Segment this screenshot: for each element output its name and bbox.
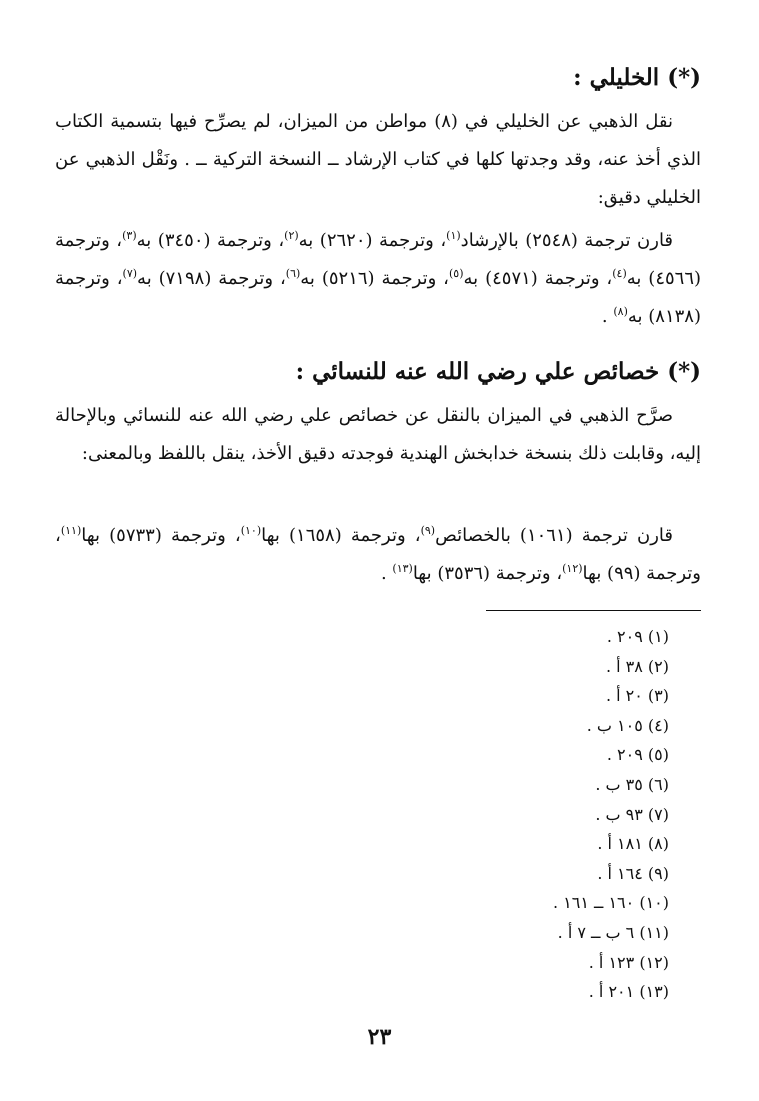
footnote-ref: (١٣)	[392, 562, 413, 575]
khalili-comparison-end: .	[601, 306, 614, 327]
footnote-ref: (٩)	[420, 524, 436, 537]
footnote-item: (٣) ٢٠ أ .	[605, 686, 669, 706]
footnote-separator	[486, 610, 701, 611]
footnote-item: (٢) ٣٨ أ .	[605, 656, 669, 676]
footnote-item: (٥) ٢٠٩ .	[606, 745, 669, 765]
khalili-ref-1: ، وترجمة (٢٦٢٠) به	[298, 230, 447, 251]
khalili-intro-paragraph	[55, 103, 701, 217]
nasai-comparison-text	[55, 517, 701, 593]
khalili-ref-5: ، وترجمة (٥٢١٦) به	[300, 268, 449, 289]
nasai-intro-paragraph	[55, 397, 701, 473]
footnote-ref: (١٢)	[562, 562, 583, 575]
nasai-comparison-paragraph	[55, 517, 701, 593]
footnote-ref: (٦)	[285, 267, 301, 280]
page-number: ٢٣	[367, 1024, 392, 1050]
footnote-item: (٨) ١٨١ أ .	[597, 834, 669, 854]
footnote-item: (١) ٢٠٩ .	[606, 627, 669, 646]
footnote-ref: (٣)	[122, 229, 137, 242]
footnote-ref: (٥)	[449, 267, 464, 280]
footnote-ref: (٧)	[122, 267, 138, 280]
footnote-item: (٤) ١٠٥ ب .	[586, 715, 669, 735]
nasai-ref-4: ، وترجمة (٣٥٣٦) بها	[412, 563, 563, 584]
footnote-item: (١٠) ١٦٠ ــ ١٦١ .	[552, 893, 669, 913]
khalili-ref-7: ، وترجمة (٨١٣٨) به	[55, 268, 701, 327]
footnote-item: (١١) ٦ ب ــ ٧ أ .	[557, 922, 669, 942]
khalili-comparison-text	[55, 222, 701, 336]
footnote-ref: (٢)	[284, 229, 299, 242]
section-heading-khalili: (*) الخليلي :	[573, 64, 701, 91]
khalili-ref-6: ، وترجمة (٧١٩٨) به	[137, 268, 286, 289]
nasai-ref-2: ، وترجمة (٥٧٣٣) بها	[81, 525, 241, 546]
footnote-item: (٦) ٣٥ ب .	[595, 774, 669, 794]
footnote-item: (٩) ١٦٤ أ .	[597, 863, 669, 883]
section-heading-nasai: (*) خصائص علي رضي الله عنه للنسائي :	[295, 358, 701, 385]
footnote-ref: (١١)	[60, 524, 82, 537]
nasai-comparison-lead: قارن ترجمة (١٠٦١) بالخصائص	[435, 525, 673, 546]
khalili-intro-text: نقل الذهبي عن الخليلي في (٨) مواطن من الميزان، لم يصرِّح فيها بتسمية الكتاب الذي أخذ عنه، وقد وجدتها كلها في كتاب الإرشاد ــ النسخة التركية ــ . ونَقْل الذهبي عن الخليلي دقيق:	[55, 111, 701, 208]
footnote-ref: (٨)	[613, 305, 628, 318]
footnote-item: (١٣) ٢٠١ أ .	[588, 982, 669, 1002]
footnote-ref: (١٠)	[240, 524, 262, 537]
khalili-ref-3: ، وترجمة (٤٥٦٦) به	[55, 230, 702, 289]
khalili-comparison-paragraph	[55, 222, 701, 336]
khalili-ref-2: ، وترجمة (٣٤٥٠) به	[136, 230, 285, 251]
nasai-ref-1: ، وترجمة (١٦٥٨) بها	[261, 525, 421, 546]
khalili-comparison-lead: قارن ترجمة (٢٥٤٨) بالإرشاد	[460, 230, 674, 251]
footnote-item: (٧) ٩٣ ب .	[595, 804, 669, 824]
footnote-ref: (١)	[446, 229, 461, 242]
footnote-item: (١٢) ١٢٣ أ .	[588, 952, 669, 972]
nasai-intro-text: صرَّح الذهبي في الميزان بالنقل عن خصائص علي رضي الله عنه للنسائي وبالإحالة إليه، وقابلت ذلك بنسخة خدابخش الهندية فوجدته دقيق الأخذ، ينقل باللفظ وبالمعنى:	[55, 405, 701, 464]
nasai-comparison-end: .	[380, 563, 393, 584]
khalili-ref-4: ، وترجمة (٤٥٧١) به	[463, 268, 613, 289]
footnote-ref: (٤)	[612, 267, 627, 280]
nasai-ref-3: ، وترجمة (٩٩) بها	[55, 525, 701, 584]
footnotes-list	[553, 622, 669, 1007]
